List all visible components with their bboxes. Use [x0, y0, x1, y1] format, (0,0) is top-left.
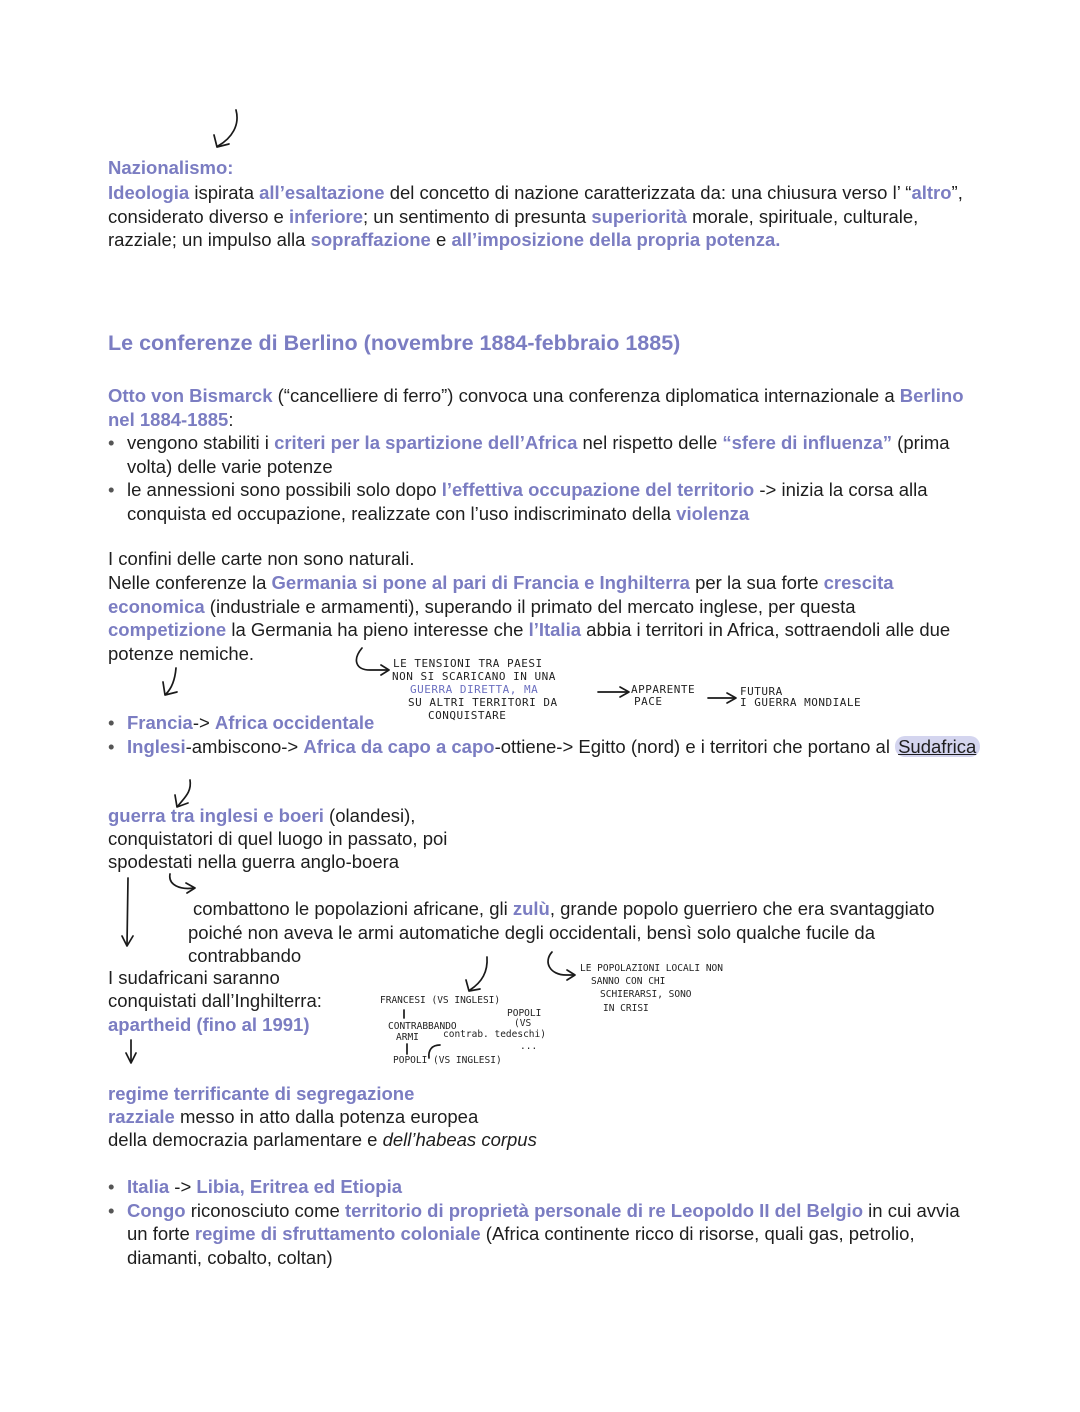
- arrow-sudafrica: [178, 780, 190, 806]
- list-item-inglesi: • Inglesi-ambiscono-> Africa da capo a capo-ottiene-> Egitto (nord) e i territori che portano al Sudafrica: [108, 735, 988, 759]
- arrow-top-head: [214, 135, 229, 147]
- handnote-francesi: FRANCESI (VS INGLESI): [380, 995, 501, 1006]
- handnote-contrabbando: CONTRABBANDO: [388, 1021, 457, 1032]
- handnote-locali-4: IN CRISI: [603, 1003, 649, 1014]
- list-item-francia: • Francia-> Africa occidentale: [108, 711, 988, 735]
- berlino-intro: Otto von Bismarck (“cancelliere di ferro”) convoca una conferenza diplomatica internazionale a Berlino nel 1884-1885:: [108, 385, 964, 430]
- handnote-tensioni-4: SU ALTRI TERRITORI DA: [408, 696, 558, 709]
- sudafrica-highlight: Sudafrica: [895, 736, 980, 757]
- handnote-armi: ARMI: [396, 1032, 419, 1043]
- list-item-congo: • Congo riconosciuto come territorio di proprietà personale di re Leopoldo II del Belgio in cui avvia un forte regime di sfruttamento coloniale (Africa continente ricco di risorse, quali gas, petrolio, diamanti, cobalto, coltan): [108, 1199, 968, 1270]
- handnote-popoli2a: POPOLI: [507, 1008, 542, 1019]
- boeri-line-2: conquistatori di quel luogo in passato, poi: [108, 828, 448, 849]
- regime-line-2: razziale messo in atto dalla potenza europea: [108, 1106, 479, 1127]
- nazionalismo-title: Nazionalismo:: [108, 157, 234, 178]
- handnote-popoli: POPOLI (VS INGLESI): [393, 1055, 502, 1066]
- boeri-line-1: guerra tra inglesi e boeri (olandesi),: [108, 805, 416, 826]
- sudafricani-line-2: conquistati dall’Inghilterra:: [108, 990, 322, 1011]
- regime-line-3: della democrazia parlamentare e dell’habeas corpus: [108, 1129, 537, 1150]
- berlino-bullets: [108, 431, 988, 525]
- arrow-fucile-head: [466, 980, 480, 991]
- handnote-apparente: APPARENTE: [631, 683, 696, 696]
- list-item-italia: • Italia -> Libia, Eritrea ed Etiopia: [108, 1175, 968, 1199]
- list-item: • le annessioni sono possibili solo dopo l’effettiva occupazione del territorio -> inizia la corsa alla conquista ed occupazione, realizzate con l’uso indiscriminato della violenza: [108, 478, 988, 525]
- arrow-boeri-down: [127, 878, 128, 945]
- handnote-tensioni-2: NON SI SCARICANO IN UNA: [392, 670, 556, 683]
- combattono-paragraph: combattono le popolazioni africane, gli zulù, grande popolo guerriero che era svantaggiato poiché non aveva le armi automatiche degli occidentali, bensì solo qualche fucile da contrabbando: [188, 898, 935, 966]
- handnote-contrab-tedeschi: contrab. tedeschi): [443, 1029, 546, 1040]
- berlino-heading: Le conferenze di Berlino (novembre 1884-febbraio 1885): [108, 331, 681, 355]
- handnote-tensioni-1: LE TENSIONI TRA PAESI: [393, 657, 543, 670]
- handnote-locali-2: SANNO CON CHI: [591, 976, 666, 987]
- boeri-line-3: spodestati nella guerra anglo-boera: [108, 851, 400, 872]
- handnote-futura: FUTURA: [740, 685, 783, 698]
- nazionalismo-paragraph: Ideologia ispirata all’esaltazione del concetto di nazione caratterizzata da: una chiusura verso l’ “altro”, considerato diverso e inferiore; un sentimento di presunta superiorità morale, spirituale, culturale, razziale; un impulso alla sopraffazione e all’imposizione della propria potenza.: [108, 182, 963, 250]
- handnote-popoli2b: (VS: [514, 1018, 532, 1029]
- handnote-tensioni-3: GUERRA DIRETTA, MA: [410, 683, 539, 696]
- list-item: • vengono stabiliti i criteri per la spartizione dell’Africa nel rispetto delle “sfere di influenza” (prima volta) delle varie potenze: [108, 431, 988, 478]
- colonie-bullets: [108, 711, 988, 758]
- arrow-top: [218, 110, 237, 146]
- finale-bullets: [108, 1175, 968, 1269]
- handnote-locali-1: LE POPOLAZIONI LOCALI NON: [580, 963, 723, 974]
- confini-text: I confini delle carte non sono naturali.: [108, 548, 415, 569]
- apartheid-text: apartheid (fino al 1991): [108, 1014, 310, 1035]
- regime-line-1: regime terrificante di segregazione: [108, 1083, 415, 1104]
- handnote-locali-3: SCHIERARSI, SONO: [600, 989, 692, 1000]
- germania-paragraph: Nelle conferenze la Germania si pone al pari di Francia e Inghilterra per la sua forte crescita economica (industriale e armamenti), superando il primato del mercato inglese, per questa competizione la Germania ha pieno interesse che l’Italia abbia i territori in Africa, sottraendoli alle due potenze nemiche.: [108, 572, 951, 664]
- arrow-germania-down: [166, 668, 176, 694]
- sudafricani-line-1: I sudafricani saranno: [108, 967, 280, 988]
- handnote-tensioni-5: CONQUISTARE: [428, 709, 507, 722]
- handnote-guerra-mondiale: I GUERRA MONDIALE: [740, 696, 862, 709]
- handnote-dots: ...: [520, 1041, 538, 1052]
- handnote-pace: PACE: [634, 695, 663, 708]
